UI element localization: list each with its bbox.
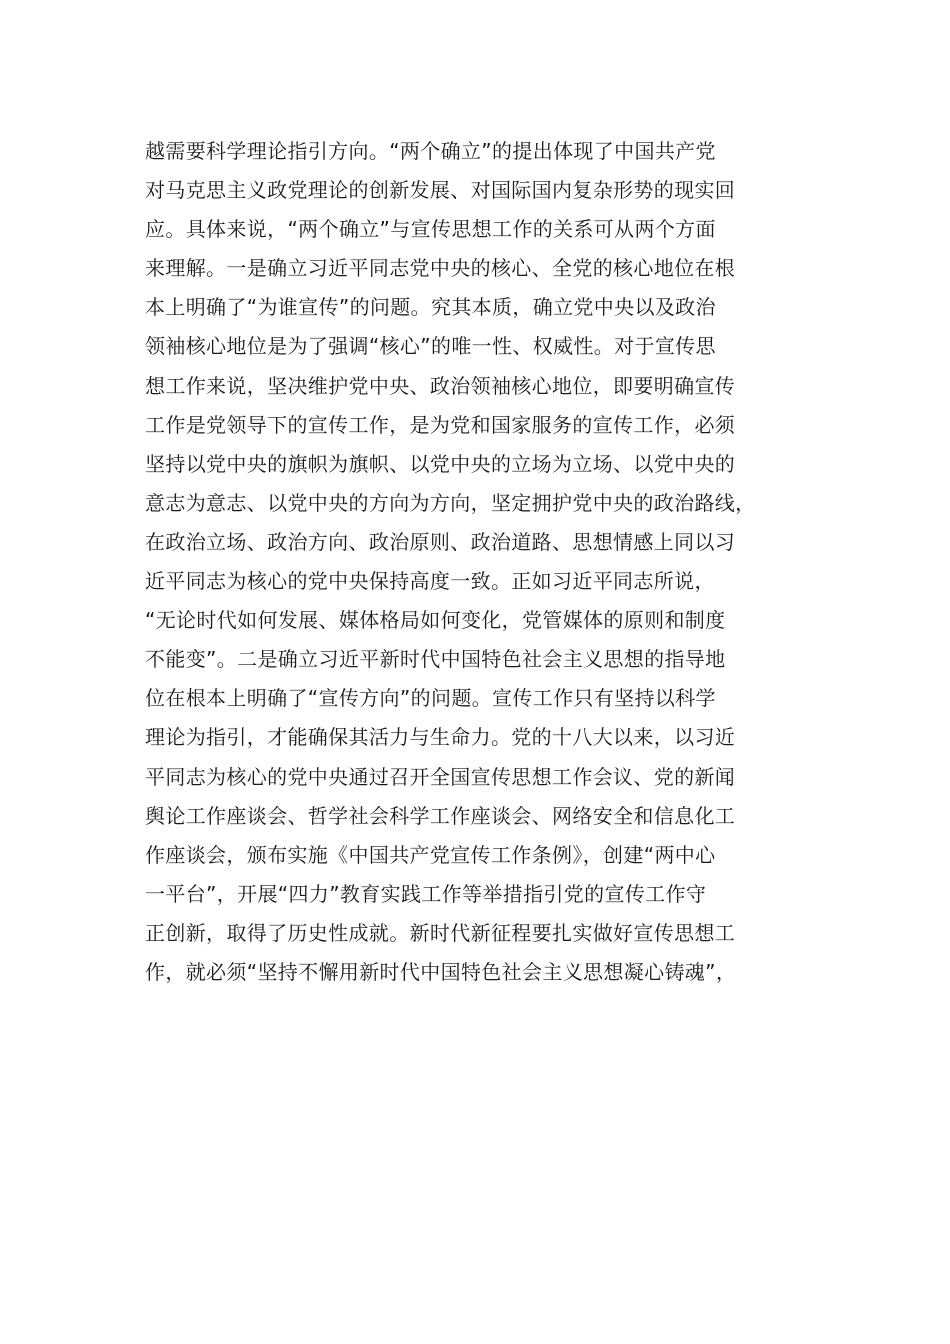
text-line: 一平台”，开展“四力”教育实践工作等举措指引党的宣传工作守 [145, 881, 707, 906]
text-line: 在政治立场、政治方向、政治原则、政治道路、思想情感上同以习 [145, 529, 736, 554]
text-line: 作，就必须“坚持不懈用新时代中国特色社会主义思想凝心铸魂”， [145, 959, 737, 984]
body-text [145, 132, 805, 992]
text-line: 坚持以党中央的旗帜为旗帜、以党中央的立场为立场、以党中央的 [145, 451, 736, 476]
text-line: 意志为意志、以党中央的方向为方向，坚定拥护党中央的政治路线， [145, 490, 756, 515]
text-line: 本上明确了“为谁宣传”的问题。究其本质，确立党中央以及政治 [145, 295, 716, 320]
text-line: 工作是党领导下的宣传工作，是为党和国家服务的宣传工作，必须 [145, 412, 736, 437]
text-line: 对马克思主义政党理论的创新发展、对国际国内复杂形势的现实回 [145, 178, 736, 203]
text-line: 作座谈会，颁布实施《中国共产党宣传工作条例》，创建“两中心 [145, 842, 716, 867]
text-line: 不能变”。二是确立习近平新时代中国特色社会主义思想的指导地 [145, 647, 726, 672]
text-line: 近平同志为核心的党中央保持高度一致。正如习近平同志所说， [145, 569, 715, 594]
text-line: 舆论工作座谈会、哲学社会科学工作座谈会、网络安全和信息化工 [145, 803, 736, 828]
text-line: 想工作来说，坚决维护党中央、政治领袖核心地位，即要明确宣传 [145, 373, 736, 398]
text-line: 理论为指引，才能确保其活力与生命力。党的十八大以来，以习近 [145, 725, 736, 750]
text-line: 领袖核心地位是为了强调“核心”的唯一性、权威性。对于宣传思 [145, 334, 716, 359]
text-line: 越需要科学理论指引方向。“两个确立”的提出体现了中国共产党 [145, 139, 716, 163]
text-line: 来理解。一是确立习近平同志党中央的核心、全党的核心地位在根 [145, 256, 736, 281]
text-line: 正创新，取得了历史性成就。新时代新征程要扎实做好宣传思想工 [145, 920, 736, 945]
text-line: 平同志为核心的党中央通过召开全国宣传思想工作会议、党的新闻 [145, 764, 736, 789]
text-line: 位在根本上明确了“宣传方向”的问题。宣传工作只有坚持以科学 [145, 686, 716, 711]
text-line: “无论时代如何发展、媒体格局如何变化，党管媒体的原则和制度 [145, 608, 726, 633]
text-line: 应。具体来说，“两个确立”与宣传思想工作的关系可从两个方面 [145, 217, 716, 242]
